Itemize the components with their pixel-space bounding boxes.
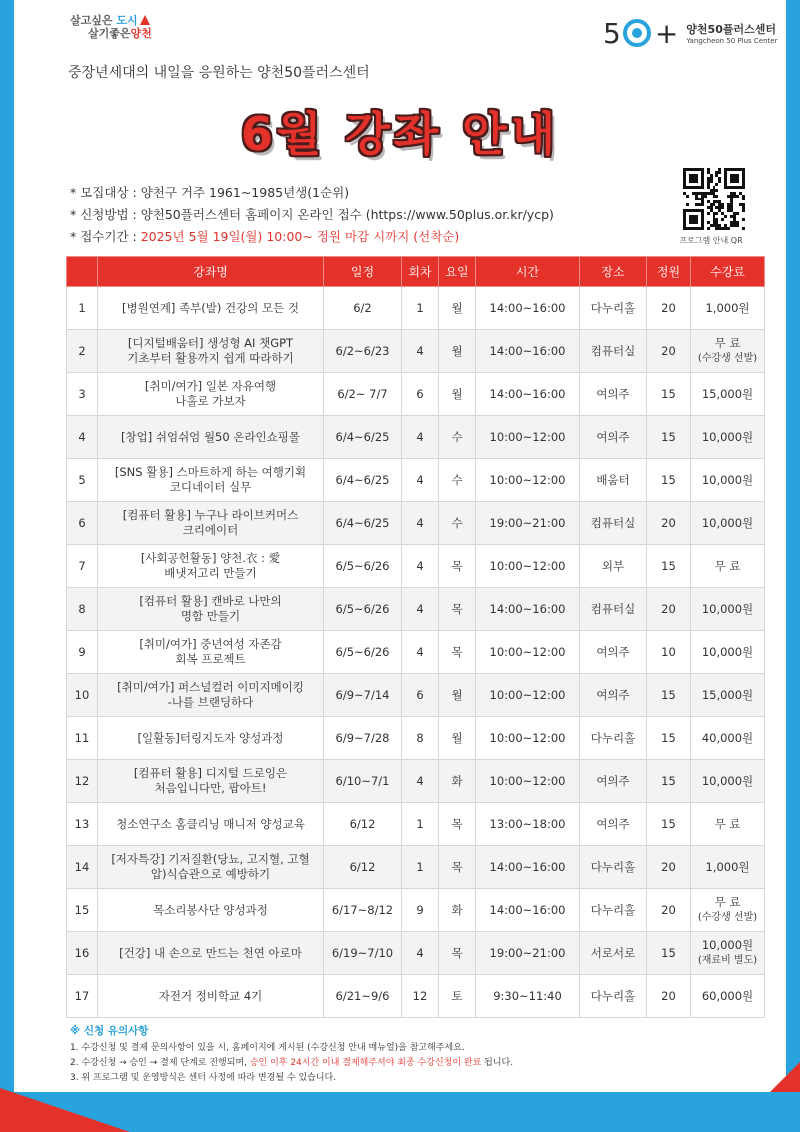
sail-icon [140, 15, 150, 25]
qr-label: 프로그램 안내 QR [679, 236, 743, 245]
page-subtitle: 중장년세대의 내일을 응원하는 양천50플러스센터 [68, 65, 370, 81]
cell-day: 화 [439, 760, 476, 803]
cell-number: 3 [67, 373, 98, 416]
cell-capacity: 20 [647, 287, 691, 330]
cell-fee: 10,000원 [691, 631, 765, 674]
cell-sessions: 6 [402, 373, 439, 416]
cell-fee: 10,000원 [691, 502, 765, 545]
cell-day: 화 [439, 889, 476, 932]
cell-place: 다누리홀 [580, 975, 647, 1018]
column-header [67, 257, 98, 287]
cell-course-name: [취미/여가] 일본 자유여행 나홀로 가보자 [98, 373, 324, 416]
table-row [67, 760, 765, 803]
cell-place: 여의주 [580, 631, 647, 674]
cell-date: 6/2 [324, 287, 402, 330]
cell-day: 월 [439, 373, 476, 416]
cell-number: 15 [67, 889, 98, 932]
cell-time: 10:00~12:00 [476, 760, 580, 803]
cell-course-name: [취미/여가] 퍼스널컬러 이미지메이킹 -나를 브랜딩하다 [98, 674, 324, 717]
course-table [66, 256, 765, 1018]
cell-number: 13 [67, 803, 98, 846]
table-row [67, 287, 765, 330]
cell-time: 10:00~12:00 [476, 674, 580, 717]
cell-course-name: [일활동]터링지도자 양성과정 [98, 717, 324, 760]
cell-day: 목 [439, 588, 476, 631]
cell-date: 6/2~6/23 [324, 330, 402, 373]
cell-date: 6/10~7/1 [324, 760, 402, 803]
cell-capacity: 15 [647, 760, 691, 803]
cell-number: 11 [67, 717, 98, 760]
column-header: 장소 [580, 257, 647, 287]
cell-time: 14:00~16:00 [476, 330, 580, 373]
cell-time: 10:00~12:00 [476, 416, 580, 459]
cell-course-name: [사회공헌활동] 양천.衣 : 愛 배냇저고리 만들기 [98, 545, 324, 588]
cell-course-name: [창업] 쉬엄쉬엄 월50 온라인쇼핑몰 [98, 416, 324, 459]
cell-place: 외부 [580, 545, 647, 588]
cell-capacity: 15 [647, 717, 691, 760]
cell-time: 10:00~12:00 [476, 459, 580, 502]
cell-place: 여의주 [580, 416, 647, 459]
table-row [67, 545, 765, 588]
table-row [67, 330, 765, 373]
cell-day: 목 [439, 846, 476, 889]
cell-place: 배움터 [580, 459, 647, 502]
cell-fee: 10,000원 [691, 760, 765, 803]
cell-sessions: 12 [402, 975, 439, 1018]
cell-sessions: 4 [402, 545, 439, 588]
cell-day: 수 [439, 416, 476, 459]
info-method: * 신청방법 : 양천50플러스센터 홈페이지 온라인 접수 (https://www.50plus.or.kr/ycp) [70, 207, 554, 222]
note-1: 1. 수강신청 및 결제 문의사항이 있을 시, 홈페이지에 게시된 (수강신청 안내 매뉴얼)을 참고해주세요. [70, 1043, 465, 1053]
table-row [67, 459, 765, 502]
cell-fee: 15,000원 [691, 373, 765, 416]
cell-sessions: 4 [402, 330, 439, 373]
cell-number: 12 [67, 760, 98, 803]
notes-heading: ※ 신청 유의사항 [70, 1025, 149, 1037]
cell-fee: 10,000원 [691, 416, 765, 459]
cell-course-name: [컴퓨터 활용] 누구나 라이브커머스 크리에이터 [98, 502, 324, 545]
cell-course-name: 목소리봉사단 양성과정 [98, 889, 324, 932]
cell-fee: 10,000원 [691, 588, 765, 631]
table-row [67, 932, 765, 975]
cell-date: 6/4~6/25 [324, 416, 402, 459]
cell-day: 토 [439, 975, 476, 1018]
cell-fee: 40,000원 [691, 717, 765, 760]
table-row [67, 588, 765, 631]
cell-place: 다누리홀 [580, 889, 647, 932]
cell-course-name: [취미/여가] 중년여성 자존감 회복 프로젝트 [98, 631, 324, 674]
cell-time: 14:00~16:00 [476, 287, 580, 330]
cell-day: 수 [439, 459, 476, 502]
cell-sessions: 4 [402, 416, 439, 459]
column-header: 수강료 [691, 257, 765, 287]
cell-date: 6/17~8/12 [324, 889, 402, 932]
cell-time: 13:00~18:00 [476, 803, 580, 846]
table-row [67, 373, 765, 416]
table-row [67, 975, 765, 1018]
cell-time: 14:00~16:00 [476, 846, 580, 889]
bottom-red-corner [0, 1088, 130, 1132]
cell-fee: 60,000원 [691, 975, 765, 1018]
cell-fee: 1,000원 [691, 287, 765, 330]
table-row [67, 889, 765, 932]
cell-fee: 무 료 [691, 545, 765, 588]
column-header: 정원 [647, 257, 691, 287]
cell-time: 14:00~16:00 [476, 373, 580, 416]
page-title: 6월 강좌 안내 [240, 107, 560, 161]
application-notes [70, 1024, 513, 1086]
cell-place: 여의주 [580, 760, 647, 803]
column-header: 요일 [439, 257, 476, 287]
cell-fee: 무 료 [691, 803, 765, 846]
cell-number: 2 [67, 330, 98, 373]
table-row [67, 846, 765, 889]
table-row [67, 502, 765, 545]
cell-number: 14 [67, 846, 98, 889]
cell-sessions: 8 [402, 717, 439, 760]
left-blue-border [0, 0, 14, 1132]
application-info [70, 182, 554, 248]
cell-time: 10:00~12:00 [476, 545, 580, 588]
cell-capacity: 20 [647, 889, 691, 932]
cell-time: 10:00~12:00 [476, 631, 580, 674]
yangcheon-50plus-logo: 5 + 양천50플러스센터 Yangcheon 50 Plus Center [603, 16, 778, 50]
cell-place: 여의주 [580, 803, 647, 846]
cell-day: 목 [439, 803, 476, 846]
cell-number: 16 [67, 932, 98, 975]
note-3: 3. 위 프로그램 및 운영방식은 센터 사정에 따라 변경될 수 있습니다. [70, 1073, 337, 1083]
cell-number: 6 [67, 502, 98, 545]
cell-date: 6/2~ 7/7 [324, 373, 402, 416]
cell-course-name: [컴퓨터 활용] 캔바로 나만의 명함 만들기 [98, 588, 324, 631]
cell-place: 여의주 [580, 674, 647, 717]
cell-date: 6/21~9/6 [324, 975, 402, 1018]
yangcheon-city-logo: 살고싶은 도시 살기좋은양천 [70, 14, 152, 40]
cell-number: 7 [67, 545, 98, 588]
column-header: 강좌명 [98, 257, 324, 287]
cell-number: 1 [67, 287, 98, 330]
ring-icon [623, 19, 651, 47]
cell-number: 10 [67, 674, 98, 717]
cell-course-name: [저자특강] 기저질환(당뇨, 고지혈, 고혈 압)식습관으로 예방하기 [98, 846, 324, 889]
cell-number: 9 [67, 631, 98, 674]
cell-sessions: 4 [402, 459, 439, 502]
cell-place: 다누리홀 [580, 717, 647, 760]
cell-number: 17 [67, 975, 98, 1018]
cell-date: 6/9~7/14 [324, 674, 402, 717]
cell-capacity: 15 [647, 545, 691, 588]
cell-place: 다누리홀 [580, 287, 647, 330]
qr-code-icon[interactable] [683, 168, 745, 230]
cell-capacity: 15 [647, 416, 691, 459]
cell-sessions: 4 [402, 502, 439, 545]
cell-capacity: 15 [647, 459, 691, 502]
cell-course-name: [병원연계] 족부(발) 건강의 모든 것 [98, 287, 324, 330]
cell-date: 6/4~6/25 [324, 459, 402, 502]
cell-course-name: [디지털배움터] 생성형 AI 챗GPT 기초부터 활용까지 쉽게 따라하기 [98, 330, 324, 373]
cell-place: 컴퓨터실 [580, 502, 647, 545]
cell-time: 9:30~11:40 [476, 975, 580, 1018]
cell-capacity: 20 [647, 330, 691, 373]
table-row [67, 674, 765, 717]
cell-sessions: 4 [402, 631, 439, 674]
cell-time: 14:00~16:00 [476, 588, 580, 631]
column-header: 일정 [324, 257, 402, 287]
cell-sessions: 9 [402, 889, 439, 932]
cell-capacity: 15 [647, 803, 691, 846]
cell-fee: 15,000원 [691, 674, 765, 717]
table-row [67, 803, 765, 846]
cell-date: 6/5~6/26 [324, 545, 402, 588]
cell-number: 5 [67, 459, 98, 502]
cell-capacity: 20 [647, 975, 691, 1018]
cell-date: 6/4~6/25 [324, 502, 402, 545]
column-header: 시간 [476, 257, 580, 287]
cell-day: 월 [439, 330, 476, 373]
cell-sessions: 4 [402, 588, 439, 631]
cell-date: 6/19~7/10 [324, 932, 402, 975]
cell-fee: 무 료 (수강생 선발) [691, 330, 765, 373]
cell-sessions: 4 [402, 760, 439, 803]
cell-place: 컴퓨터실 [580, 588, 647, 631]
cell-capacity: 20 [647, 846, 691, 889]
cell-place: 여의주 [580, 373, 647, 416]
cell-time: 19:00~21:00 [476, 502, 580, 545]
info-period: * 접수기간 : 2025년 5월 19일(월) 10:00~ 정원 마감 시까지 (선착순) [70, 229, 460, 244]
cell-day: 월 [439, 674, 476, 717]
cell-sessions: 1 [402, 803, 439, 846]
table-header-row [67, 257, 765, 287]
cell-place: 다누리홀 [580, 846, 647, 889]
cell-date: 6/9~7/28 [324, 717, 402, 760]
cell-day: 목 [439, 545, 476, 588]
cell-date: 6/5~6/26 [324, 588, 402, 631]
cell-day: 목 [439, 932, 476, 975]
cell-capacity: 20 [647, 588, 691, 631]
note-2: 2. 수강신청 → 승인 → 결제 단계로 진행되며, 승인 이후 24시간 이내 결제해주셔야 최종 수강신청이 완료 됩니다. [70, 1058, 514, 1068]
cell-course-name: [SNS 활용] 스마트하게 하는 여행기획 코디네이터 실무 [98, 459, 324, 502]
cell-sessions: 1 [402, 287, 439, 330]
cell-day: 목 [439, 631, 476, 674]
cell-time: 19:00~21:00 [476, 932, 580, 975]
cell-fee: 10,000원 (재료비 별도) [691, 932, 765, 975]
cell-fee: 1,000원 [691, 846, 765, 889]
cell-time: 14:00~16:00 [476, 889, 580, 932]
cell-day: 월 [439, 287, 476, 330]
info-target: * 모집대상 : 양천구 거주 1961~1985년생(1순위) [70, 185, 350, 200]
cell-fee: 10,000원 [691, 459, 765, 502]
cell-course-name: 청소연구소 홈클리닝 매니저 양성교육 [98, 803, 324, 846]
column-header: 회차 [402, 257, 439, 287]
table-row [67, 631, 765, 674]
cell-capacity: 15 [647, 373, 691, 416]
cell-sessions: 1 [402, 846, 439, 889]
cell-day: 수 [439, 502, 476, 545]
cell-number: 8 [67, 588, 98, 631]
cell-course-name: 자전거 정비학교 4기 [98, 975, 324, 1018]
cell-time: 10:00~12:00 [476, 717, 580, 760]
cell-course-name: [건강] 내 손으로 만드는 천연 아로마 [98, 932, 324, 975]
right-blue-border [786, 0, 800, 1132]
table-row [67, 717, 765, 760]
cell-sessions: 4 [402, 932, 439, 975]
cell-sessions: 6 [402, 674, 439, 717]
qr-block [679, 168, 745, 246]
cell-course-name: [컴퓨터 활용] 디지털 드로잉은 처음입니다만, 팝아트! [98, 760, 324, 803]
cell-capacity: 15 [647, 674, 691, 717]
cell-capacity: 10 [647, 631, 691, 674]
cell-fee: 무 료 (수강생 선발) [691, 889, 765, 932]
table-row [67, 416, 765, 459]
cell-capacity: 15 [647, 932, 691, 975]
cell-place: 서로서로 [580, 932, 647, 975]
cell-number: 4 [67, 416, 98, 459]
cell-date: 6/5~6/26 [324, 631, 402, 674]
cell-date: 6/12 [324, 846, 402, 889]
right-red-corner [770, 1062, 800, 1092]
cell-day: 월 [439, 717, 476, 760]
cell-place: 컴퓨터실 [580, 330, 647, 373]
cell-capacity: 20 [647, 502, 691, 545]
cell-date: 6/12 [324, 803, 402, 846]
